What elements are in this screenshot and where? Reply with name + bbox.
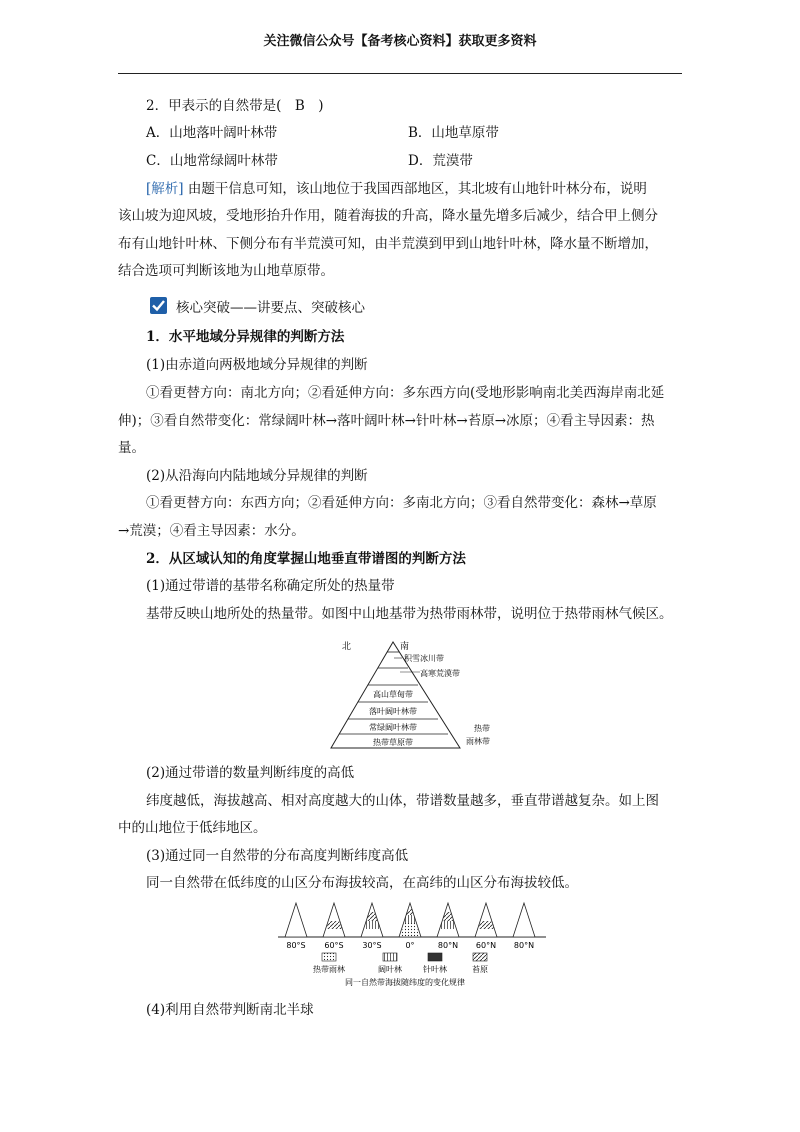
section-1-sub-2: (2)从沿海向内陆地域分异规律的判断 [146,468,368,484]
band-label-4: 落叶阔叶林带 [369,707,417,716]
analysis-tag: [解析] [146,181,184,197]
figure-caption: 同一自然带海拔随纬度的变化规律 [345,978,465,987]
lat-label-2: 60°S [324,941,344,950]
header-divider [118,73,682,74]
band-label-1: 积雪冰川带 [404,654,444,663]
section-1-line-5: →荒漠；④看主导因素：水分。 [118,523,305,539]
band-label-2: 高寒荒漠带 [420,669,460,678]
mountain-60n [475,903,497,937]
right-label-1: 热带 [474,724,490,733]
mountain-60s [323,903,345,937]
section-2-sub-3: (3)通过同一自然带的分布高度判断纬度高低 [146,848,409,864]
section-1-line-1: ①看更替方向：南北方向；②看延伸方向：多东西方向(受地形影响南北美西海岸南北延 [146,385,665,401]
section-2-line-1: 基带反映山地所处的热量带。如图中山地基带为热带雨林带，说明位于热带雨林气候区。 [146,606,673,622]
analysis-text-1: 由题干信息可知，该山地位于我国西部地区，其北坡有山地针叶林分布，说明 [187,181,647,197]
section-2-sub-4: (4)利用自然带判断南北半球 [146,1002,314,1018]
checkbox-icon [150,297,167,314]
section-2-title: 2．从区域认知的角度掌握山地垂直带谱图的判断方法 [146,551,466,567]
legend-swatch-conifer [428,953,442,961]
analysis-line-3: 布有山地针叶林、下侧分布有半荒漠可知，由半荒漠到甲到山地针叶林，降水量不断增加， [118,236,658,252]
lat-label-5: 80°N [437,941,459,950]
south-label: 南 [400,642,410,652]
north-label: 北 [342,642,352,652]
lat-label-6: 60°N [475,941,497,950]
legend-swatch-tundra [473,953,487,961]
legend-label-3: 针叶林 [423,965,447,974]
section-1-line-3: 量。 [118,440,145,456]
legend-swatch-broadleaf [383,953,397,961]
legend-label-4: 苔原 [472,965,488,974]
section-2-line-2: 纬度越低，海拔越高、相对高度越大的山体，带谱数量越多，垂直带谱越复杂。如上图 [146,793,659,809]
page-header: 关注微信公众号【备考核心资料】获取更多资料 [263,34,537,49]
section-2-line-3: 中的山地位于低纬地区。 [118,820,267,836]
mountain-0 [399,903,421,937]
legend-label-2: 阔叶林 [378,965,402,974]
section-1-line-4: ①看更替方向：东西方向；②看延伸方向：多南北方向；③看自然带变化：森林→草原 [146,495,657,511]
section-2-line-4: 同一自然带在低纬度的山区分布海拔较高，在高纬的山区分布海拔较低。 [146,875,578,891]
lat-label-7: 80°N [513,941,535,950]
legend-label-1: 热带雨林 [313,965,345,974]
lat-label-4: 0° [405,941,415,950]
option-a: A．山地落叶阔叶林带 [146,125,278,141]
section-1-sub-1: (1)由赤道向两极地域分异规律的判断 [146,357,368,373]
option-b: B．山地草原带 [408,125,499,141]
lat-label-1: 80°S [286,941,306,950]
analysis-line-1 [146,180,647,198]
section-2-sub-2: (2)通过带谱的数量判断纬度的高低 [146,765,355,781]
option-d: D．荒漠带 [408,153,473,169]
core-title: 核心突破——讲要点、突破核心 [176,300,365,316]
section-2-sub-1: (1)通过带谱的基带名称确定所处的热量带 [146,578,395,594]
mountain-30s [361,903,383,937]
band-label-3: 高山草甸带 [373,690,413,699]
mountain-80n [513,903,535,937]
latitude-zonation-diagram [278,895,548,990]
legend-swatch-rainforest [322,953,336,961]
band-label-5: 常绿阔叶林带 [369,723,417,732]
mountain-80s [285,903,307,937]
option-c: C．山地常绿阔叶林带 [146,153,278,169]
section-1-title: 1．水平地域分异规律的判断方法 [146,329,345,345]
right-label-2: 雨林带 [466,737,490,746]
vertical-zonation-diagram [320,636,510,751]
analysis-line-2: 该山坡为迎风坡，受地形抬升作用，随着海拔的升高，降水量先增多后减少，结合甲上侧分 [118,208,658,224]
lat-label-3: 30°S [362,941,382,950]
mountain-80n-mid [437,903,459,937]
section-1-line-2: 伸)；③看自然带变化：常绿阔叶林→落叶阔叶林→针叶林→苔原→冰原；④看主导因素：热 [118,413,655,429]
question-stem: 2．甲表示的自然带是( B ) [146,98,324,114]
analysis-line-4: 结合选项可判断该地为山地草原带。 [118,263,334,279]
band-label-6: 热带草原带 [373,738,413,747]
